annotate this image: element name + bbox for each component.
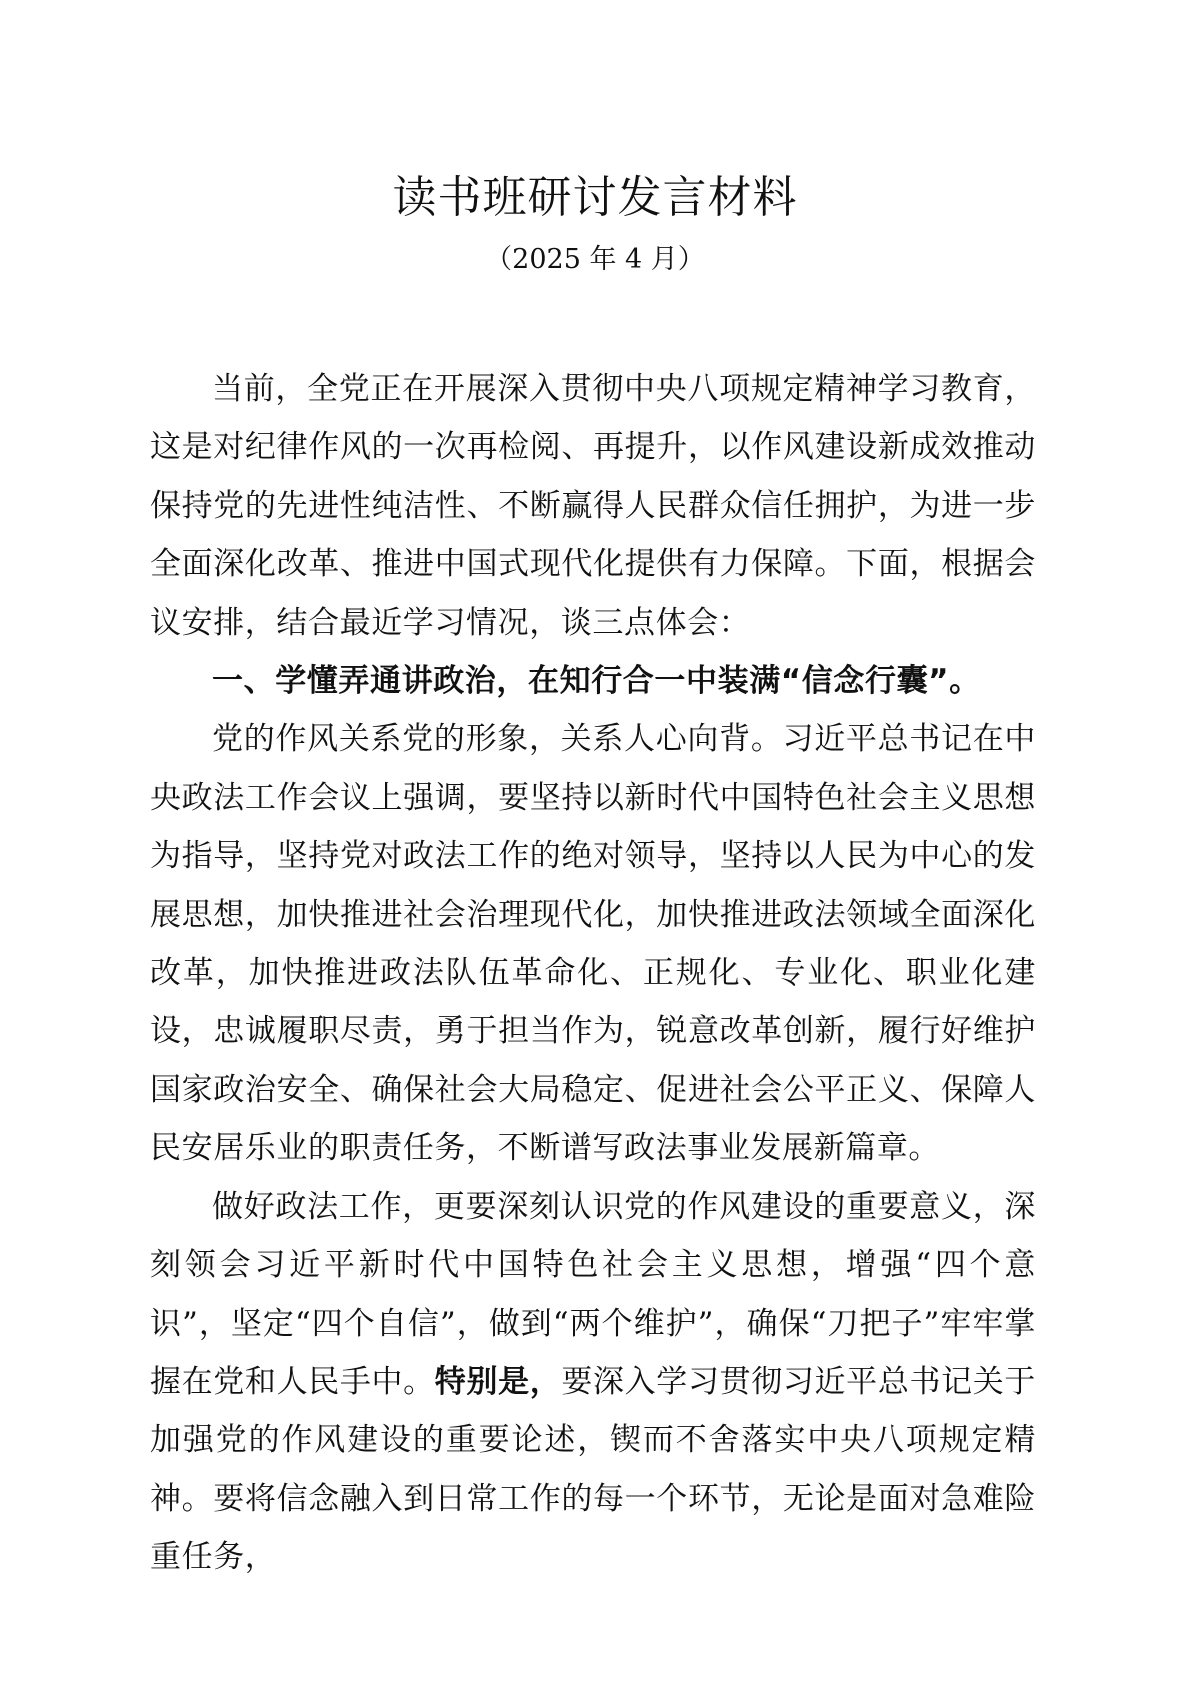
section-heading: 一、学懂弄通讲政治，在知行合一中装满“信念行囊”。: [212, 663, 981, 700]
document-title: 读书班研讨发言材料: [392, 172, 798, 223]
body-paragraph-2: [150, 1178, 1036, 1587]
emphasis-text: 特别是，: [434, 1363, 562, 1400]
intro-paragraph: 当前，全党正在开展深入贯彻中央八项规定精神学习教育，这是对纪律作风的一次再检阅、再提升，以作风建设新成效推动保持党的先进性纯洁性、不断赢得人民群众信任拥护，为进一步全面深化改革、推进中国式现代化提供有力保障。下面，根据会议安排，结合最近学习情况，谈三点体会：: [150, 371, 1036, 641]
body-paragraph: 党的作风关系党的形象，关系人心向背。习近平总书记在中央政法工作会议上强调，要坚持以新时代中国特色社会主义思想为指导，坚持党对政法工作的绝对领导，坚持以人民为中心的发展思想，加快推进社会治理现代化，加快推进政法领域全面深化改革，加快推进政法队伍革命化、正规化、专业化、职业化建设，忠诚履职尽责，勇于担当作为，锐意改革创新，履行好维护国家政治安全、确保社会大局稳定、促进社会公平正义、保障人民安居乐业的职责任务，不断谱写政法事业发展新篇章。: [150, 721, 1036, 1167]
paragraph-text-continued: 要深入学习贯彻习近平总书记关于加强党的作风建设的重要论述，锲而不舍落实中央八项规定精神。要将信念融入到日常工作的每一个环节，无论是面对急难险重任务，: [150, 1363, 1036, 1576]
document-date: （2025 年 4 月）: [485, 244, 705, 275]
document-body: [150, 360, 1036, 1587]
paragraph-text: 做好政法工作，更要深刻认识党的作风建设的重要意义，深刻领会习近平新时代中国特色社会主义思想，增强“四个意识”，坚定“四个自信”，做到“两个维护”，确保“刀把子”牢牢掌握在党和人民手中。: [150, 1188, 1036, 1400]
